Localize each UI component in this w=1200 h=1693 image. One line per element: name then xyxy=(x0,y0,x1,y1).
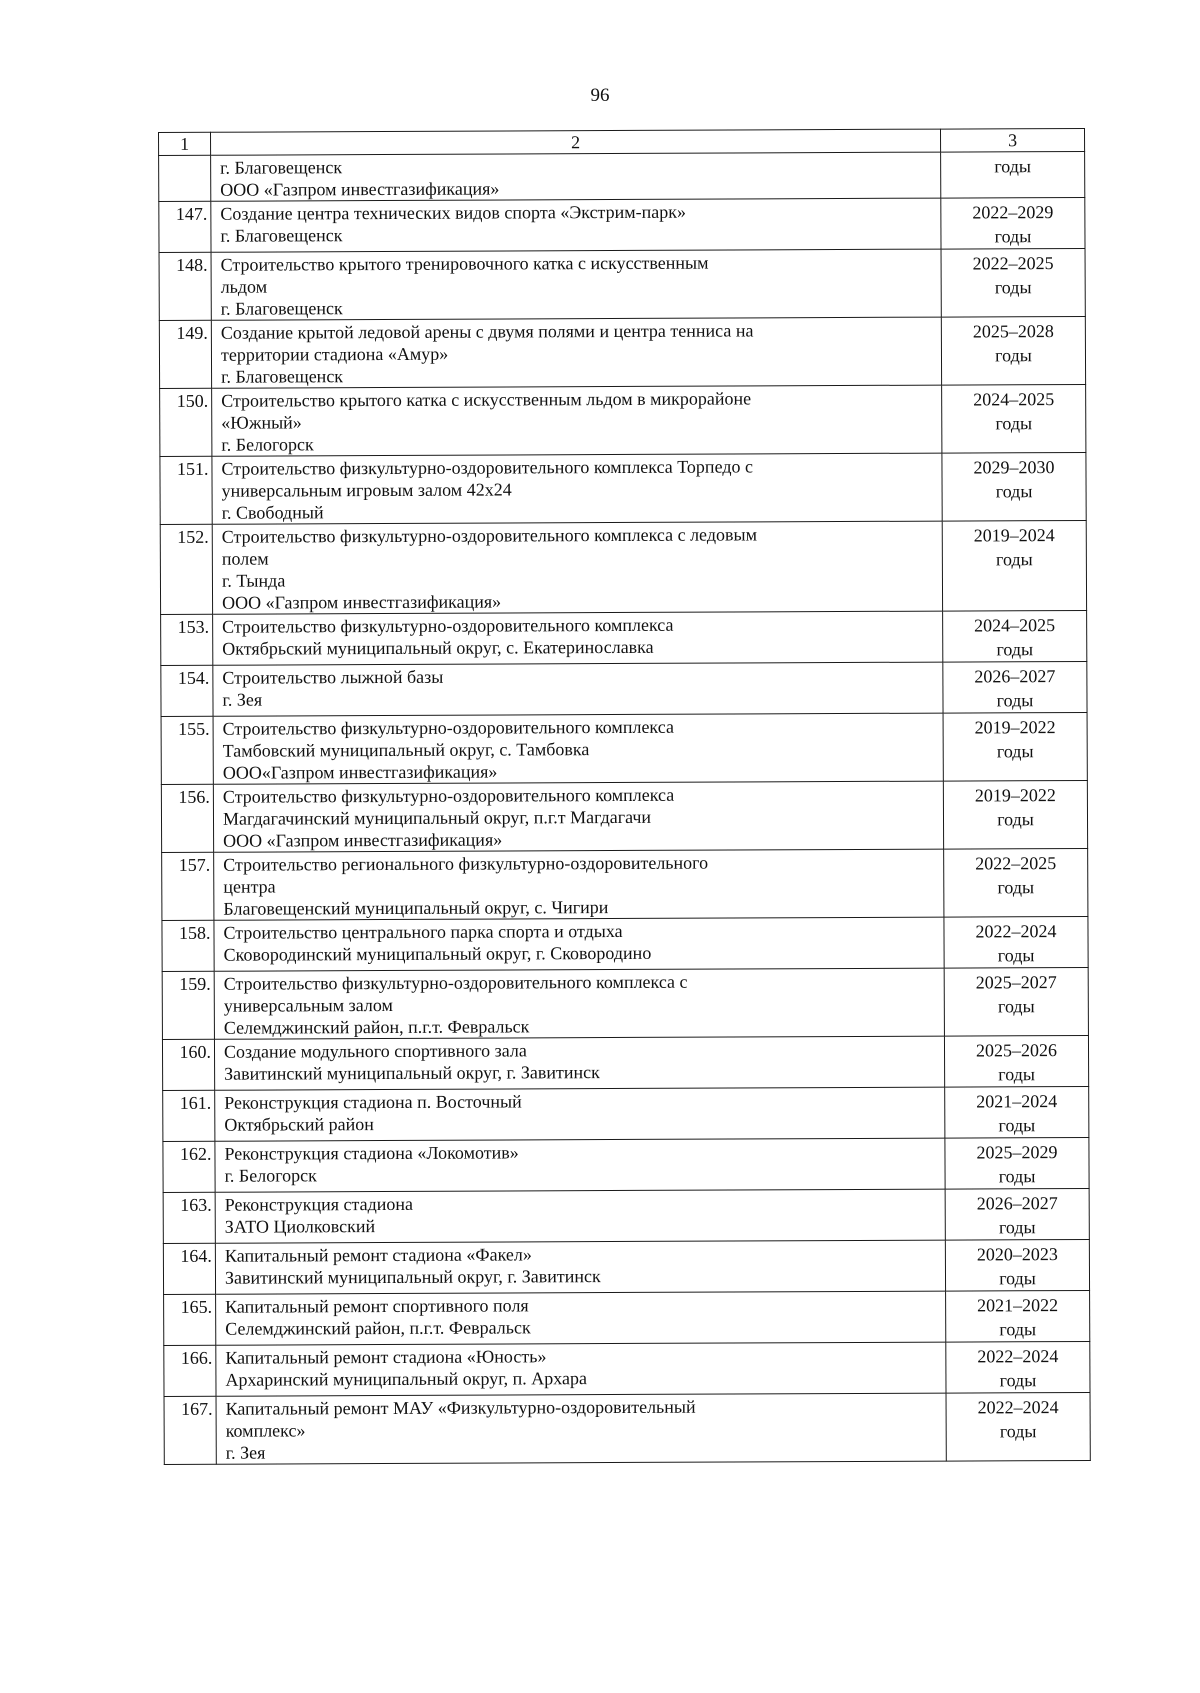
row-description xyxy=(212,521,942,614)
period-years: 2024–2025 xyxy=(974,615,1056,636)
period-unit: годы xyxy=(998,1064,1035,1085)
description-line: Реконструкция стадиона «Локомотив» xyxy=(224,1142,519,1164)
description-line: ООО «Газпром инвестгазификация» xyxy=(222,591,502,613)
period-unit: годы xyxy=(997,877,1035,898)
description-line: Строительство физкультурно-оздоровительного комплекса Торпедо с xyxy=(221,456,753,479)
table-row xyxy=(161,661,1087,716)
period-years: 2022–2024 xyxy=(977,1346,1059,1367)
period-unit: годы xyxy=(997,809,1034,830)
header-col-3: 3 xyxy=(940,128,1084,152)
row-period xyxy=(942,384,1086,453)
description-line: Реконструкция стадиона п. Восточный xyxy=(224,1091,522,1113)
period-unit: годы xyxy=(995,345,1032,366)
row-number: 167. xyxy=(164,1396,216,1464)
period-unit: годы xyxy=(994,226,1032,247)
row-period xyxy=(943,712,1087,781)
table-row xyxy=(164,1341,1090,1396)
row-description xyxy=(214,1036,944,1090)
row-number: 148. xyxy=(159,252,211,320)
table-row xyxy=(160,520,1086,614)
table-row xyxy=(162,967,1088,1039)
description-line: ООО «Газпром инвестгазификация» xyxy=(220,178,500,200)
row-description xyxy=(211,198,941,252)
description-line: ООО«Газпром инвестгазификация» xyxy=(222,761,498,783)
row-number: 155. xyxy=(161,716,213,784)
period-unit: годы xyxy=(994,156,1032,177)
period-unit: годы xyxy=(999,1370,1037,1391)
description-line: Октябрьский муниципальный округ, с. Екатеринославка xyxy=(222,636,654,659)
description-line: комплекс» xyxy=(225,1420,306,1441)
description-line: территории стадиона «Амур» xyxy=(220,343,449,365)
row-period xyxy=(945,1188,1089,1240)
description-line: Капитальный ремонт МАУ «Физкультурно-оздоровительный xyxy=(225,1396,696,1419)
row-period xyxy=(941,151,1085,198)
period-unit: годы xyxy=(999,1319,1037,1340)
description-line: г. Тында xyxy=(221,570,286,591)
period-years: 2022–2029 xyxy=(972,202,1054,223)
row-description xyxy=(215,1189,945,1243)
row-period xyxy=(942,452,1086,521)
period-unit: годы xyxy=(995,481,1033,502)
row-number xyxy=(159,155,211,201)
row-period xyxy=(942,520,1086,611)
row-period xyxy=(945,1137,1089,1189)
description-line: Строительство физкультурно-оздоровительного комплекса xyxy=(222,784,675,807)
row-description xyxy=(213,662,943,716)
description-line: ООО «Газпром инвестгазификация» xyxy=(223,829,503,851)
period-years: 2026–2027 xyxy=(974,666,1056,687)
description-line: Капитальный ремонт спортивного поля xyxy=(225,1295,529,1317)
description-line: Строительство регионального физкультурно-оздоровительного xyxy=(223,852,709,875)
description-line: Строительство физкультурно-оздоровительного комплекса xyxy=(222,614,674,637)
table-body xyxy=(159,151,1091,1464)
description-line: Архаринский муниципальный округ, п. Архара xyxy=(225,1368,588,1390)
row-number: 147. xyxy=(159,201,211,252)
row-description xyxy=(215,1240,945,1294)
row-period xyxy=(941,197,1085,249)
description-line: г. Белогорск xyxy=(224,1165,317,1186)
description-line: Строительство лыжной базы xyxy=(222,666,444,688)
row-description xyxy=(214,968,944,1039)
period-unit: годы xyxy=(999,1421,1037,1442)
period-years: 2025–2027 xyxy=(975,972,1057,993)
description-line: Октябрьский район xyxy=(224,1114,374,1135)
description-line: Создание крытой ледовой арены с двумя полями и центра тенниса на xyxy=(220,320,754,343)
description-line: Реконструкция стадиона xyxy=(224,1193,414,1215)
table-row xyxy=(163,1086,1089,1141)
period-unit: годы xyxy=(999,1268,1036,1289)
row-period xyxy=(943,610,1087,662)
period-unit: годы xyxy=(997,945,1035,966)
table-row xyxy=(161,712,1087,784)
period-years: 2025–2029 xyxy=(976,1142,1058,1163)
table-row xyxy=(159,316,1085,388)
period-years: 2022–2024 xyxy=(977,1397,1059,1418)
row-period xyxy=(941,248,1085,317)
row-number: 156. xyxy=(161,784,213,852)
row-period xyxy=(944,967,1088,1036)
row-period xyxy=(946,1341,1090,1393)
row-description xyxy=(212,385,942,456)
table-row xyxy=(164,1290,1090,1345)
description-line: Селемджинский район, п.г.т. Февральск xyxy=(225,1317,531,1339)
table-row xyxy=(161,610,1087,665)
table-row xyxy=(160,452,1086,524)
description-line: г. Благовещенск xyxy=(220,225,343,246)
description-line: г. Свободный xyxy=(221,502,324,523)
period-years: 2029–2030 xyxy=(973,457,1055,478)
period-years: 2024–2025 xyxy=(973,389,1055,410)
page-number: 96 xyxy=(590,85,610,106)
row-period xyxy=(945,1239,1089,1291)
description-line: Строительство центрального парка спорта и отдыха xyxy=(223,920,623,943)
row-period xyxy=(944,1035,1088,1087)
row-period xyxy=(943,661,1087,713)
projects-table xyxy=(158,128,1091,1465)
period-years: 2025–2028 xyxy=(972,321,1054,342)
table-row xyxy=(159,248,1085,320)
description-line: универсальным залом xyxy=(223,994,393,1016)
description-line: Создание центра технических видов спорта «Экстрим-парк» xyxy=(220,201,687,224)
row-period xyxy=(943,780,1087,849)
period-unit: годы xyxy=(998,1115,1036,1136)
table-row xyxy=(159,197,1085,252)
row-description xyxy=(213,781,943,852)
table-row xyxy=(162,848,1088,920)
description-line: Сковородинский муниципальный округ, г. Сковородино xyxy=(223,942,652,965)
description-line: Строительство физкультурно-оздоровительного комплекса с ледовым xyxy=(221,524,757,547)
period-unit: годы xyxy=(996,639,1034,660)
row-number: 160. xyxy=(162,1039,214,1090)
description-line: Благовещенский муниципальный округ, с. Чигири xyxy=(223,897,609,919)
description-line: Капитальный ремонт стадиона «Факел» xyxy=(224,1244,532,1266)
row-description xyxy=(216,1342,946,1396)
description-line: центра xyxy=(223,876,276,897)
row-description xyxy=(215,1087,945,1141)
row-number: 151. xyxy=(160,456,212,524)
row-number: 162. xyxy=(163,1141,215,1192)
description-line: Строительство физкультурно-оздоровительного комплекса с xyxy=(223,971,688,994)
row-description xyxy=(211,152,941,201)
period-unit: годы xyxy=(998,1217,1036,1238)
row-description xyxy=(214,917,944,971)
table-row xyxy=(163,1188,1089,1243)
row-description xyxy=(216,1291,946,1345)
period-years: 2025–2026 xyxy=(975,1040,1058,1061)
period-years: 2020–2023 xyxy=(976,1244,1058,1265)
row-number: 161. xyxy=(163,1090,215,1141)
description-line: Капитальный ремонт стадиона «Юность» xyxy=(225,1346,547,1368)
period-unit: годы xyxy=(995,413,1033,434)
description-line: «Южный» xyxy=(221,412,302,433)
period-years: 2019–2022 xyxy=(974,717,1056,738)
period-unit: годы xyxy=(998,1166,1036,1187)
description-line: полем xyxy=(221,548,269,569)
period-years: 2026–2027 xyxy=(976,1193,1058,1214)
description-line: льдом xyxy=(220,276,268,297)
row-period xyxy=(945,1086,1089,1138)
period-unit: годы xyxy=(996,690,1034,711)
period-unit: годы xyxy=(996,741,1034,762)
row-number: 158. xyxy=(162,920,214,971)
row-number: 164. xyxy=(163,1243,215,1294)
period-years: 2021–2022 xyxy=(977,1295,1059,1316)
row-description xyxy=(211,317,941,388)
table-row xyxy=(161,780,1087,852)
row-description xyxy=(214,849,944,920)
row-description xyxy=(216,1393,946,1464)
table-row xyxy=(164,1392,1090,1464)
description-line: г. Благовещенск xyxy=(220,157,343,178)
row-number: 149. xyxy=(159,320,211,388)
period-years: 2022–2025 xyxy=(972,253,1054,274)
row-description xyxy=(213,713,943,784)
description-line: Создание модульного спортивного зала xyxy=(223,1040,527,1062)
period-years: 2022–2024 xyxy=(975,921,1057,942)
row-period xyxy=(946,1392,1090,1461)
row-number: 166. xyxy=(164,1345,216,1396)
period-years: 2019–2022 xyxy=(974,785,1056,806)
row-number: 154. xyxy=(161,665,213,716)
table-row xyxy=(160,384,1086,456)
period-years: 2022–2025 xyxy=(975,853,1057,874)
description-line: Завитинский муниципальный округ, г. Завитинск xyxy=(224,1266,601,1288)
description-line: Тамбовский муниципальный округ, с. Тамбовка xyxy=(222,739,590,761)
description-line: г. Благовещенск xyxy=(220,298,343,319)
description-line: г. Зея xyxy=(225,1442,266,1463)
period-years: 2021–2024 xyxy=(976,1091,1058,1112)
row-description xyxy=(213,611,943,665)
period-unit: годы xyxy=(994,277,1032,298)
row-number: 153. xyxy=(161,614,213,665)
description-line: ЗАТО Циолковский xyxy=(224,1216,376,1237)
table-row xyxy=(163,1137,1089,1192)
row-number: 159. xyxy=(162,971,214,1039)
description-line: г. Белогорск xyxy=(221,434,314,455)
description-line: Завитинский муниципальный округ, г. Завитинск xyxy=(224,1062,600,1084)
description-line: Строительство крытого тренировочного катка с искусственным xyxy=(220,252,709,275)
row-period xyxy=(946,1290,1090,1342)
period-unit: годы xyxy=(997,996,1035,1017)
row-period xyxy=(941,316,1085,385)
description-line: г. Благовещенск xyxy=(221,366,344,387)
row-period xyxy=(944,916,1088,968)
row-description xyxy=(215,1138,945,1192)
description-line: Строительство физкультурно-оздоровительного комплекса xyxy=(222,716,674,739)
period-years: 2019–2024 xyxy=(973,525,1055,546)
continuation-row xyxy=(159,151,1085,201)
description-line: универсальным игровым залом 42х24 xyxy=(221,479,512,501)
description-line: Строительство крытого катка с искусственным льдом в микрорайоне xyxy=(221,388,752,411)
row-number: 163. xyxy=(163,1192,215,1243)
row-number: 150. xyxy=(160,388,212,456)
row-number: 152. xyxy=(160,524,212,614)
header-col-2: 2 xyxy=(211,129,941,155)
row-number: 165. xyxy=(164,1294,216,1345)
period-unit: годы xyxy=(995,549,1033,570)
row-description xyxy=(212,453,942,524)
header-col-1: 1 xyxy=(159,132,211,155)
row-number: 157. xyxy=(162,852,214,920)
description-line: Селемджинский район, п.г.т. Февральск xyxy=(223,1016,530,1038)
description-line: Магдагачинский муниципальный округ, п.г.т Магдагачи xyxy=(222,806,652,829)
description-line: г. Зея xyxy=(222,689,263,710)
table-row xyxy=(162,1035,1088,1090)
row-period xyxy=(944,848,1088,917)
table-row xyxy=(162,916,1088,971)
table-row xyxy=(163,1239,1089,1294)
row-description xyxy=(211,249,941,320)
